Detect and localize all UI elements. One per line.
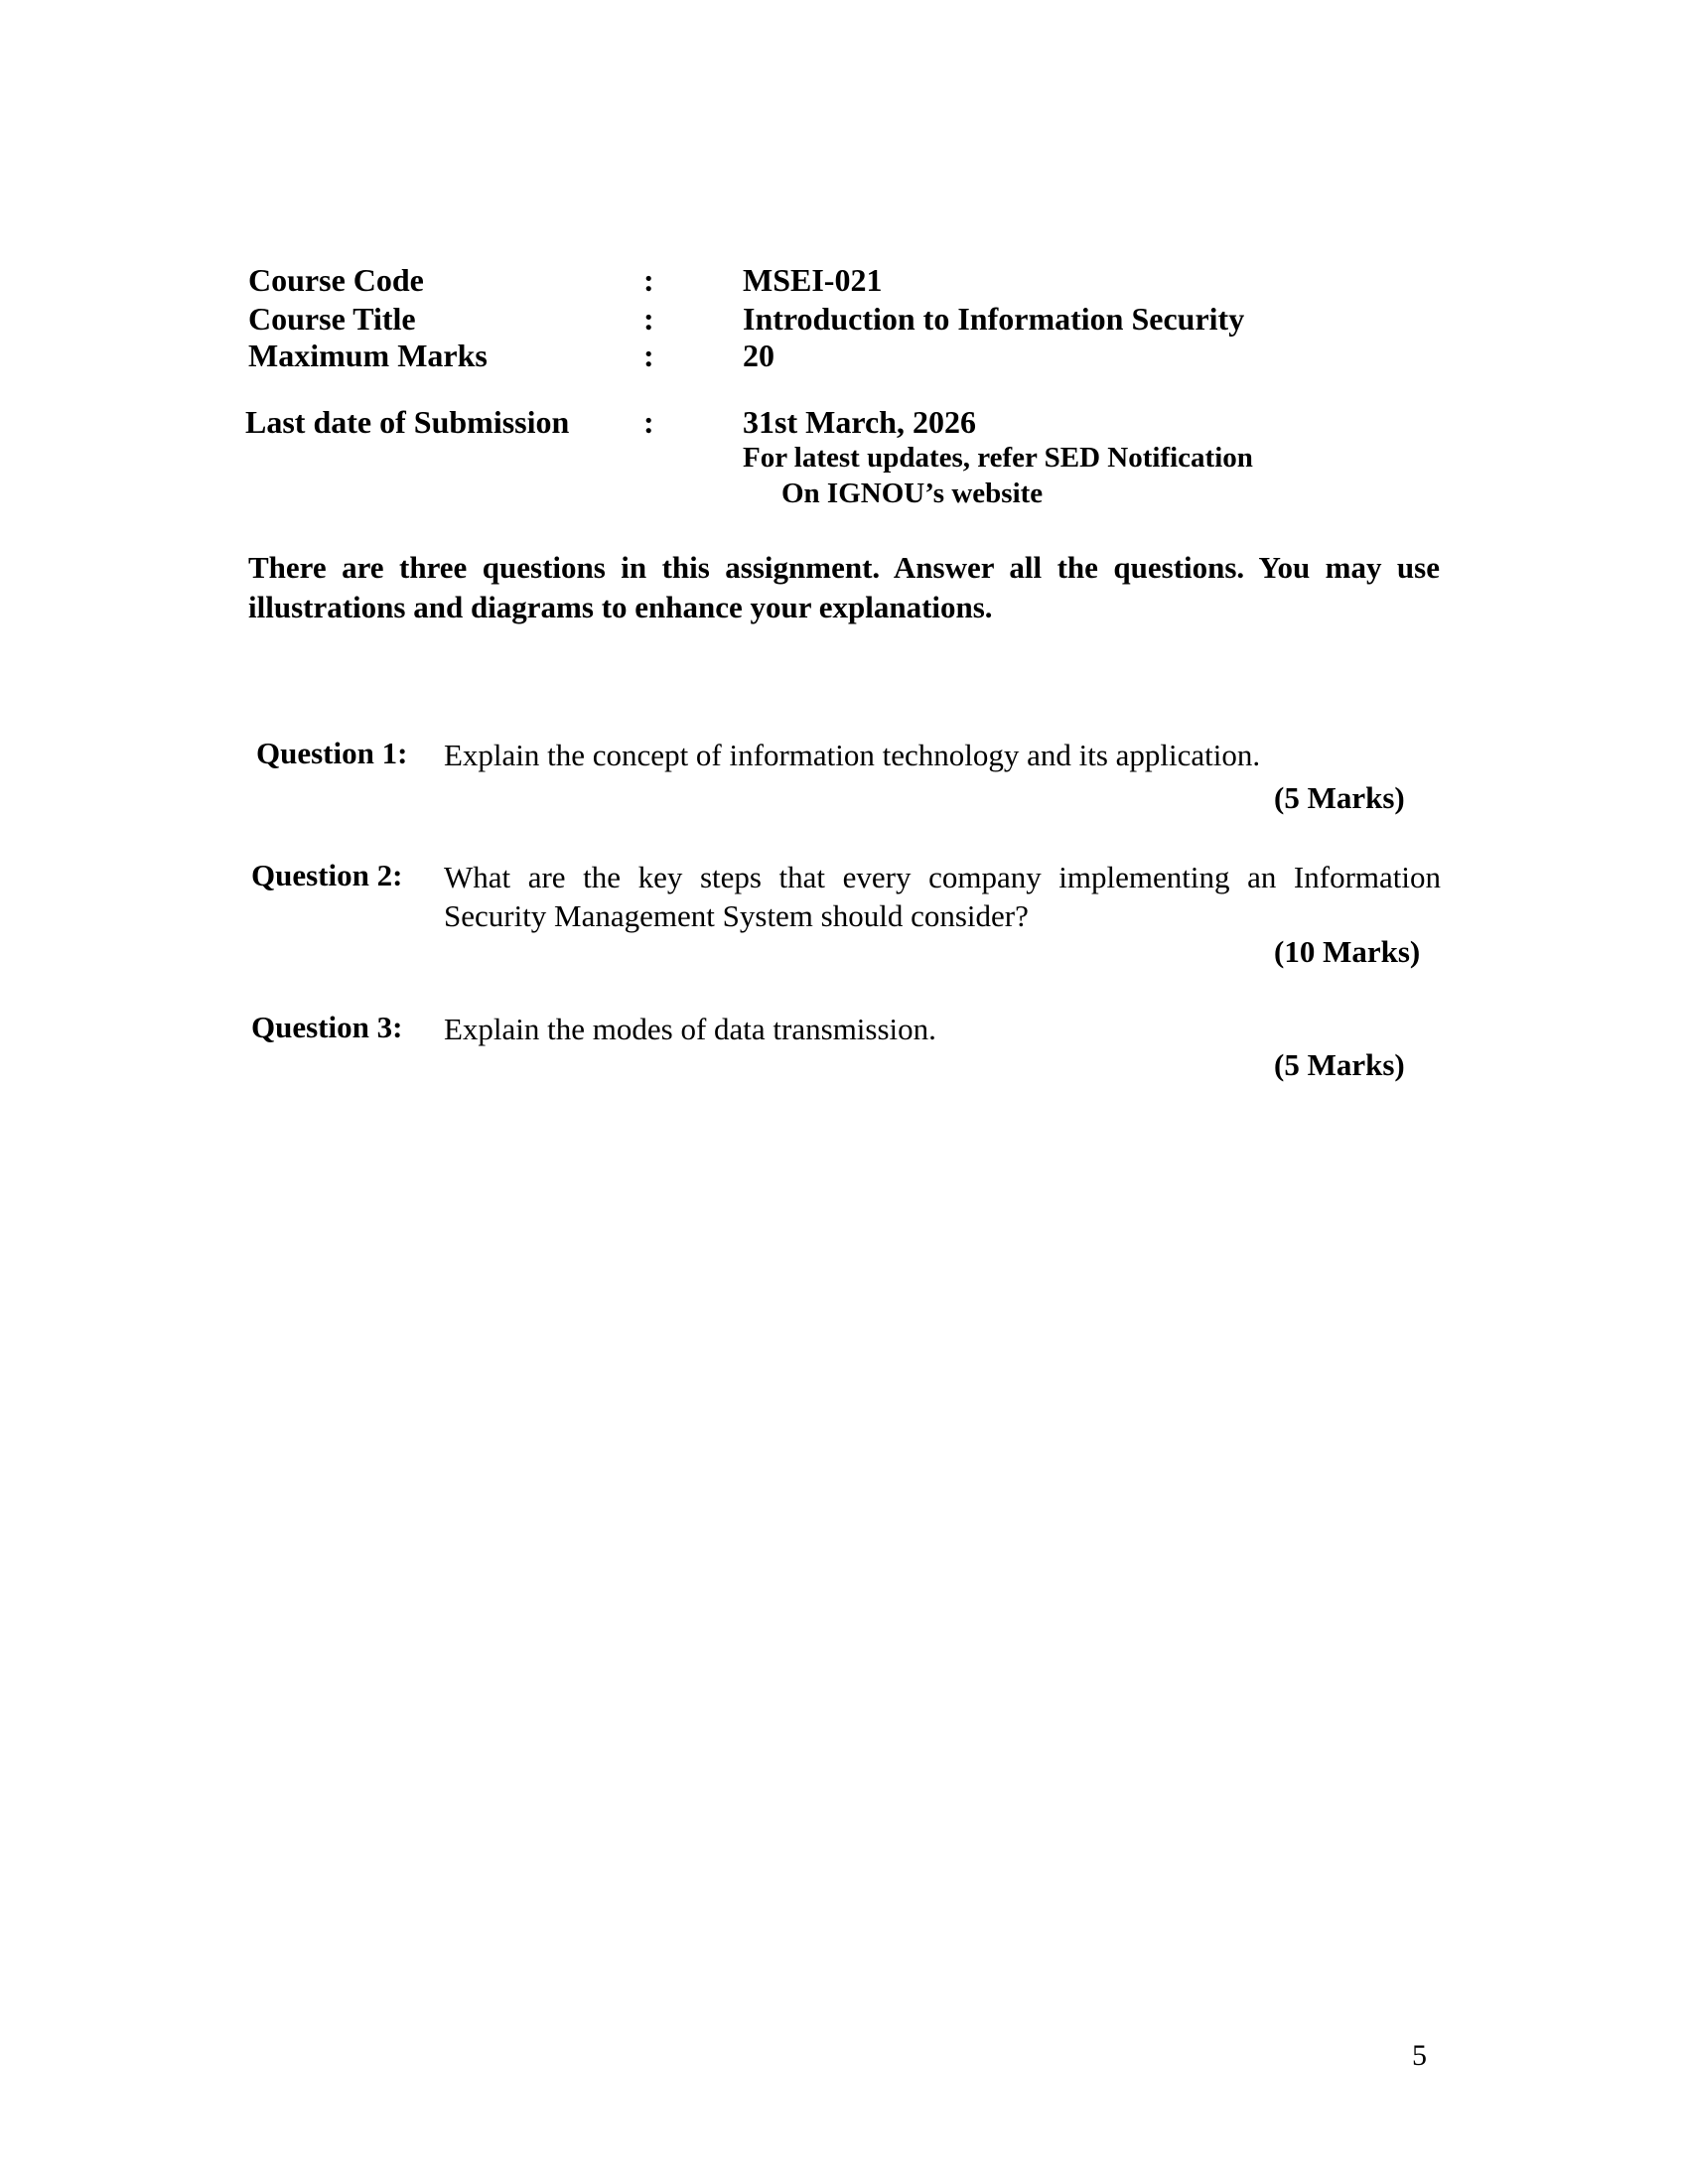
question-text: Explain the modes of data transmission. [444,1012,936,1046]
last-date-separator: : [643,404,654,440]
course-title-separator: : [643,301,654,337]
question-label: Question 1: [256,736,408,770]
course-code-value: MSEI-021 [743,262,883,298]
course-code-label: Course Code [248,262,424,298]
last-date-label: Last date of Submission [245,404,570,440]
maximum-marks-value: 20 [743,338,774,373]
question-label: Question 2: [251,858,403,892]
page-number: 5 [1412,2039,1427,2072]
last-date-value: 31st March, 2026 [743,404,976,440]
question-text: What are the key steps that every company implementing an Information Security Management System should consider? [444,860,1441,933]
course-title-label: Course Title [248,301,416,337]
maximum-marks-label: Maximum Marks [248,338,488,373]
last-date-note-line1: For latest updates, refer SED Notification [743,442,1253,474]
assignment-instructions: There are three questions in this assignment. Answer all the questions. You may use illustrations and diagrams to enhance your explanations. [248,550,1440,624]
last-date-note-line2: On IGNOU’s website [781,478,1044,509]
maximum-marks-separator: : [643,338,654,373]
question-label: Question 3: [251,1010,403,1044]
question-marks: (5 Marks) [1274,780,1405,815]
question-marks: (5 Marks) [1274,1047,1405,1082]
question-marks: (10 Marks) [1274,934,1421,969]
course-code-separator: : [643,262,654,298]
question-text: Explain the concept of information technology and its application. [444,738,1261,772]
course-title-value: Introduction to Information Security [743,301,1245,337]
